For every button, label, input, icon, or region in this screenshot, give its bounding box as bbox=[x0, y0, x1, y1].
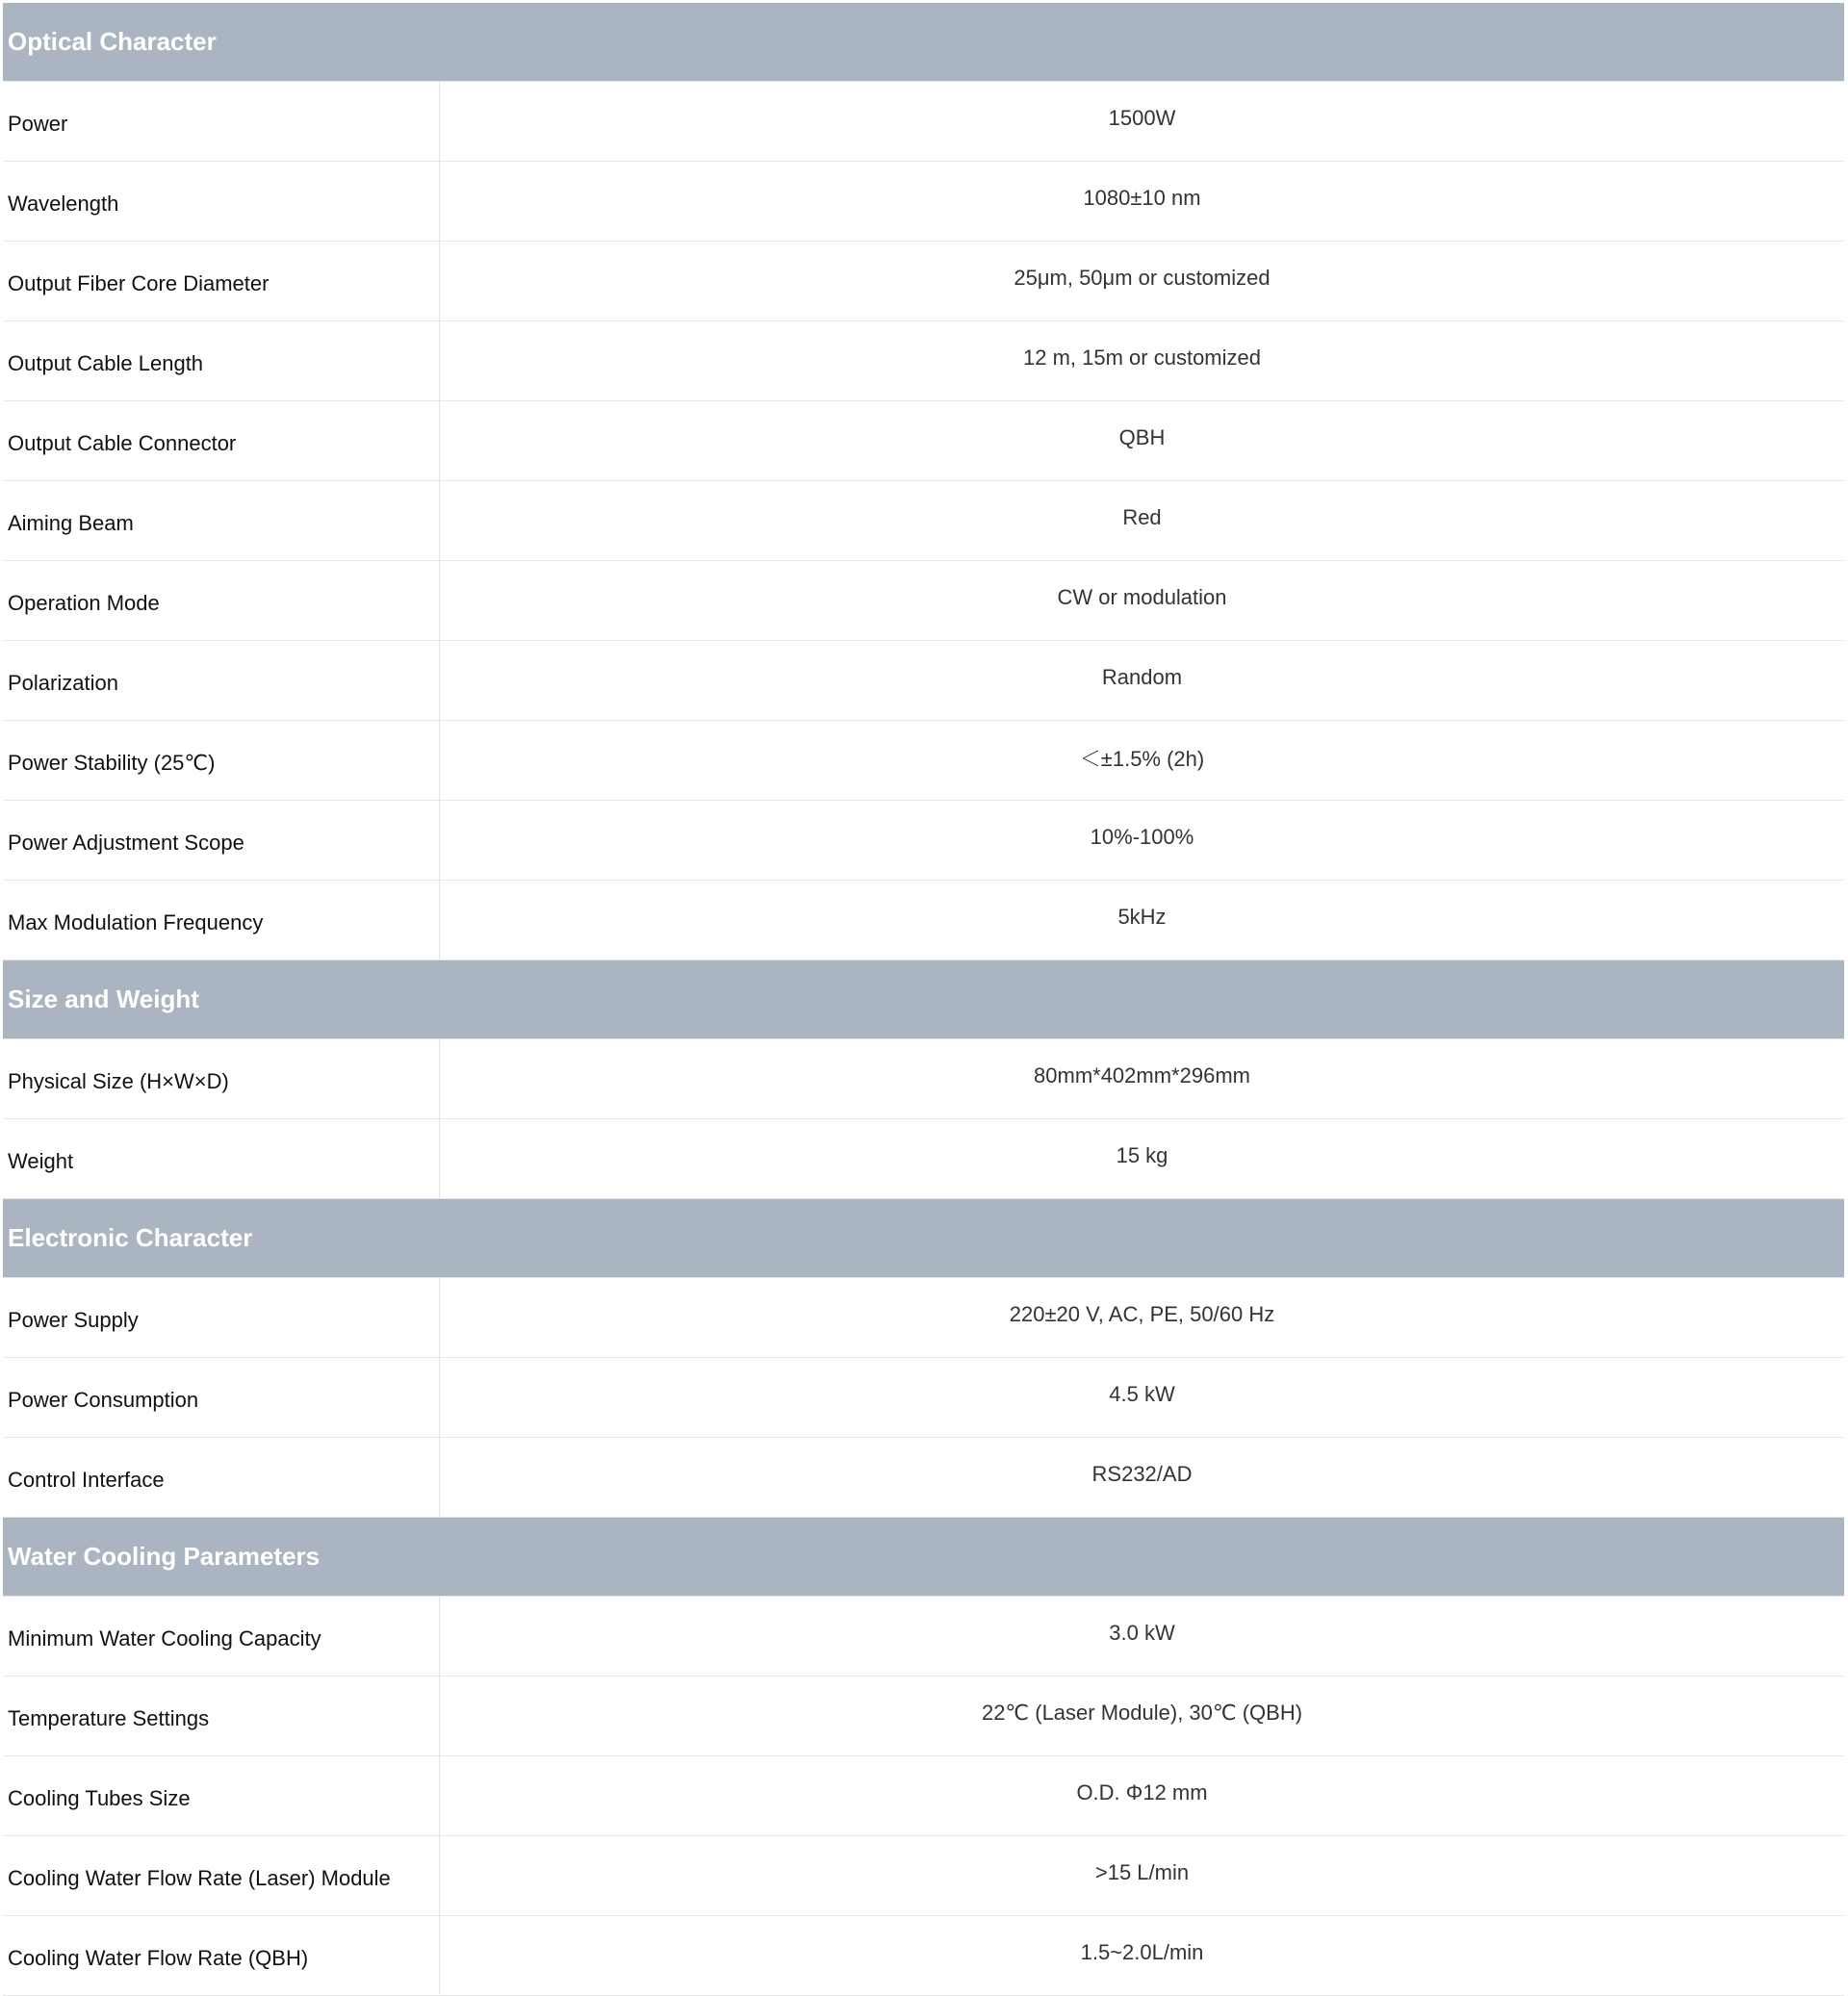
section-header: Electronic Character bbox=[3, 1199, 1844, 1278]
row-value: 22℃ (Laser Module), 30℃ (QBH) bbox=[981, 1701, 1303, 1725]
row-label: Physical Size (H×W×D) bbox=[3, 1039, 440, 1118]
row-value: 10%-100% bbox=[1090, 825, 1194, 849]
row-label: Operation Mode bbox=[3, 561, 440, 640]
row-label: Wavelength bbox=[3, 162, 440, 241]
table-row bbox=[3, 1916, 1844, 1996]
row-label: Polarization bbox=[3, 641, 440, 720]
row-label: Temperature Settings bbox=[3, 1676, 440, 1755]
table-row bbox=[3, 801, 1844, 881]
table-row bbox=[3, 1039, 1844, 1119]
table-row bbox=[3, 162, 1844, 242]
row-label: Weight bbox=[3, 1119, 440, 1198]
row-value: Red bbox=[1122, 505, 1162, 529]
table-row bbox=[3, 1438, 1844, 1518]
row-value: 25μm, 50μm or customized bbox=[1014, 266, 1270, 290]
table-row bbox=[3, 561, 1844, 641]
table-row bbox=[3, 242, 1844, 321]
row-value: O.D. Φ12 mm bbox=[1076, 1780, 1208, 1804]
spec-table bbox=[3, 3, 1844, 1996]
row-value: 220±20 V, AC, PE, 50/60 Hz bbox=[1009, 1302, 1275, 1326]
table-row bbox=[3, 881, 1844, 960]
row-value: >15 L/min bbox=[1094, 1860, 1190, 1884]
row-label: Power bbox=[3, 82, 440, 161]
row-value: 5kHz bbox=[1117, 905, 1167, 929]
table-row bbox=[3, 1278, 1844, 1358]
row-label: Cooling Water Flow Rate (Laser) Module bbox=[3, 1836, 440, 1915]
row-value: CW or modulation bbox=[1057, 585, 1227, 609]
row-label: Power Stability (25℃) bbox=[3, 721, 440, 800]
row-label: Minimum Water Cooling Capacity bbox=[3, 1597, 440, 1676]
row-value: Random bbox=[1101, 665, 1183, 689]
row-value: 1.5~2.0L/min bbox=[1080, 1940, 1204, 1964]
table-row bbox=[3, 82, 1844, 162]
section-header: Size and Weight bbox=[3, 960, 1844, 1039]
table-row bbox=[3, 481, 1844, 561]
row-value: 1500W bbox=[1108, 106, 1176, 130]
row-label: Power Consumption bbox=[3, 1358, 440, 1437]
table-row bbox=[3, 1119, 1844, 1199]
section-header: Optical Character bbox=[3, 3, 1844, 82]
row-value: 15 kg bbox=[1116, 1143, 1168, 1167]
row-label: Cooling Tubes Size bbox=[3, 1756, 440, 1835]
table-row bbox=[3, 1358, 1844, 1438]
row-value: ＜±1.5% (2h) bbox=[1079, 746, 1205, 771]
row-label: Output Cable Connector bbox=[3, 401, 440, 480]
row-label: Power Supply bbox=[3, 1278, 440, 1357]
table-row bbox=[3, 1676, 1844, 1756]
row-label: Output Fiber Core Diameter bbox=[3, 242, 440, 320]
row-label: Control Interface bbox=[3, 1438, 440, 1517]
row-value: 3.0 kW bbox=[1109, 1621, 1175, 1645]
table-row bbox=[3, 401, 1844, 481]
table-row bbox=[3, 641, 1844, 721]
row-value: 80mm*402mm*296mm bbox=[1034, 1063, 1250, 1088]
row-label: Max Modulation Frequency bbox=[3, 881, 440, 960]
row-value: 1080±10 nm bbox=[1083, 186, 1201, 210]
row-label: Output Cable Length bbox=[3, 321, 440, 400]
table-row bbox=[3, 1597, 1844, 1676]
row-value: RS232/AD bbox=[1091, 1462, 1193, 1486]
row-label: Power Adjustment Scope bbox=[3, 801, 440, 880]
row-label: Aiming Beam bbox=[3, 481, 440, 560]
table-row bbox=[3, 1836, 1844, 1916]
row-value: 4.5 kW bbox=[1109, 1382, 1175, 1406]
table-row bbox=[3, 721, 1844, 801]
table-row bbox=[3, 321, 1844, 401]
row-value: QBH bbox=[1118, 425, 1166, 449]
section-header: Water Cooling Parameters bbox=[3, 1518, 1844, 1597]
table-row bbox=[3, 1756, 1844, 1836]
row-value: 12 m, 15m or customized bbox=[1023, 345, 1261, 370]
row-label: Cooling Water Flow Rate (QBH) bbox=[3, 1916, 440, 1995]
